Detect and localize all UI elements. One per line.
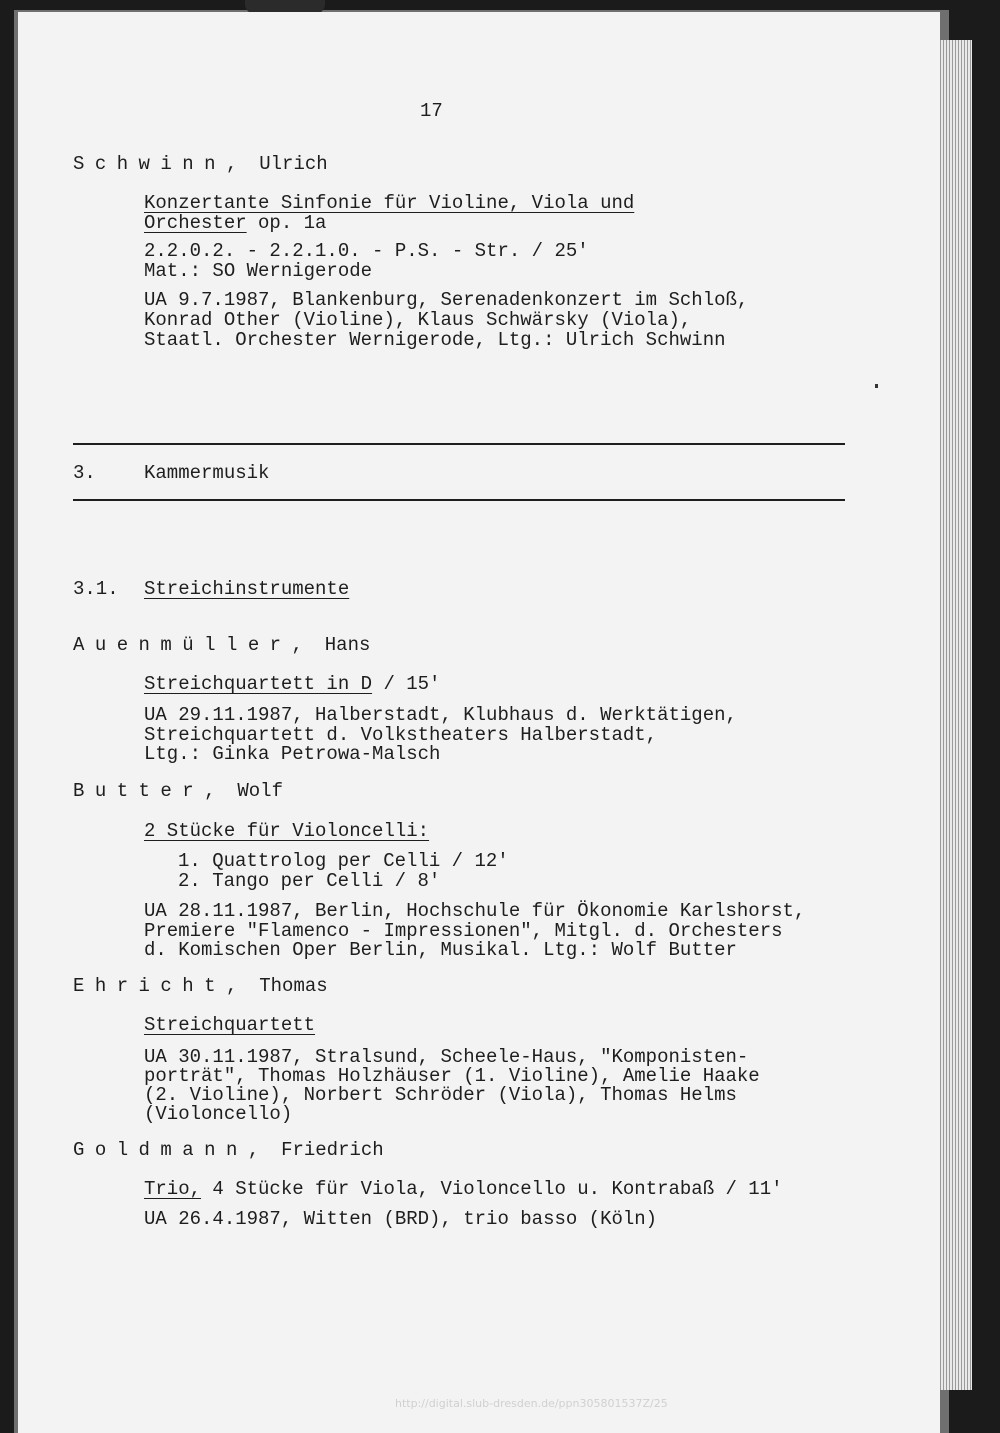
composer-heading-goldmann [73, 1139, 384, 1161]
premiere-line: Streichquartett d. Volkstheaters Halberstadt, [144, 724, 658, 746]
premiere-line: d. Komischen Oper Berlin, Musikal. Ltg.: Wolf Butter [144, 939, 737, 961]
composer-heading-ehricht [73, 975, 328, 997]
composer-firstname: Hans [324, 634, 371, 656]
premiere-line: Ltg.: Ginka Petrowa-Malsch [144, 743, 441, 765]
work-title-line1: Konzertante Sinfonie für Violine, Viola und [144, 192, 635, 214]
work-title: Trio, 4 Stücke für Viola, Violoncello u. Kontrabaß / 11' [144, 1178, 783, 1200]
composer-surname: Auenmüller, [73, 634, 314, 656]
section-title: Kammermusik [144, 462, 270, 484]
work-title: Streichquartett [144, 1014, 316, 1036]
premiere-line: UA 9.7.1987, Blankenburg, Serenadenkonzert im Schloß, [144, 289, 749, 311]
composer-heading-auenmueller [73, 634, 370, 656]
premiere-line: Staatl. Orchester Wernigerode, Ltg.: Ulrich Schwinn [144, 329, 726, 351]
work-item: 1. Quattrolog per Celli / 12' [178, 850, 509, 872]
premiere-line: UA 26.4.1987, Witten (BRD), trio basso (Köln) [144, 1208, 658, 1230]
composer-surname: Schwinn, [73, 153, 248, 175]
composer-heading-butter [73, 780, 283, 802]
premiere-line: UA 28.11.1987, Berlin, Hochschule für Ökonomie Karlshorst, [144, 900, 806, 922]
material: Mat.: SO Wernigerode [144, 260, 373, 282]
composer-heading-schwinn [73, 153, 328, 175]
premiere-line: (2. Violine), Norbert Schröder (Viola), Thomas Helms [144, 1084, 737, 1106]
premiere-line: UA 29.11.1987, Halberstadt, Klubhaus d. Werktätigen, [144, 704, 737, 726]
premiere-line: Konrad Other (Violine), Klaus Schwärsky (Viola), [144, 309, 692, 331]
work-item: 2. Tango per Celli / 8' [178, 870, 441, 892]
composer-firstname: Wolf [237, 780, 283, 802]
premiere-line: (Violoncello) [144, 1103, 293, 1125]
footer-url: http://digital.slub-dresden.de/ppn305801537Z/25 [395, 1397, 668, 1410]
composer-firstname: Friedrich [281, 1139, 384, 1161]
premiere-line: porträt", Thomas Holzhäuser (1. Violine), Amelie Haake [144, 1065, 760, 1087]
composer-firstname: Thomas [259, 975, 328, 997]
composer-surname: Goldmann, [73, 1139, 270, 1161]
section-number: 3. [73, 462, 96, 484]
work-title: 2 Stücke für Violoncelli: [144, 820, 430, 842]
section-rule-bottom [73, 499, 845, 501]
composer-firstname: Ulrich [259, 153, 328, 175]
work-title: Streichquartett in D / 15' [144, 673, 441, 695]
subsection-number: 3.1. [73, 578, 119, 600]
scoring: 2.2.0.2. - 2.2.1.0. - P.S. - Str. / 25' [144, 240, 589, 262]
premiere-line: UA 30.11.1987, Stralsund, Scheele-Haus, "Komponisten- [144, 1046, 749, 1068]
premiere-line: Premiere "Flamenco - Impressionen", Mitgl. d. Orchesters [144, 920, 783, 942]
composer-surname: Ehricht, [73, 975, 248, 997]
document-page [18, 12, 940, 1433]
section-rule-top [73, 443, 845, 445]
ink-speck [875, 384, 878, 388]
page-number: 17 [420, 100, 443, 122]
work-title-line2: Orchester op. 1a [144, 212, 327, 234]
composer-surname: Butter, [73, 780, 226, 802]
subsection-title: Streichinstrumente [144, 578, 350, 600]
